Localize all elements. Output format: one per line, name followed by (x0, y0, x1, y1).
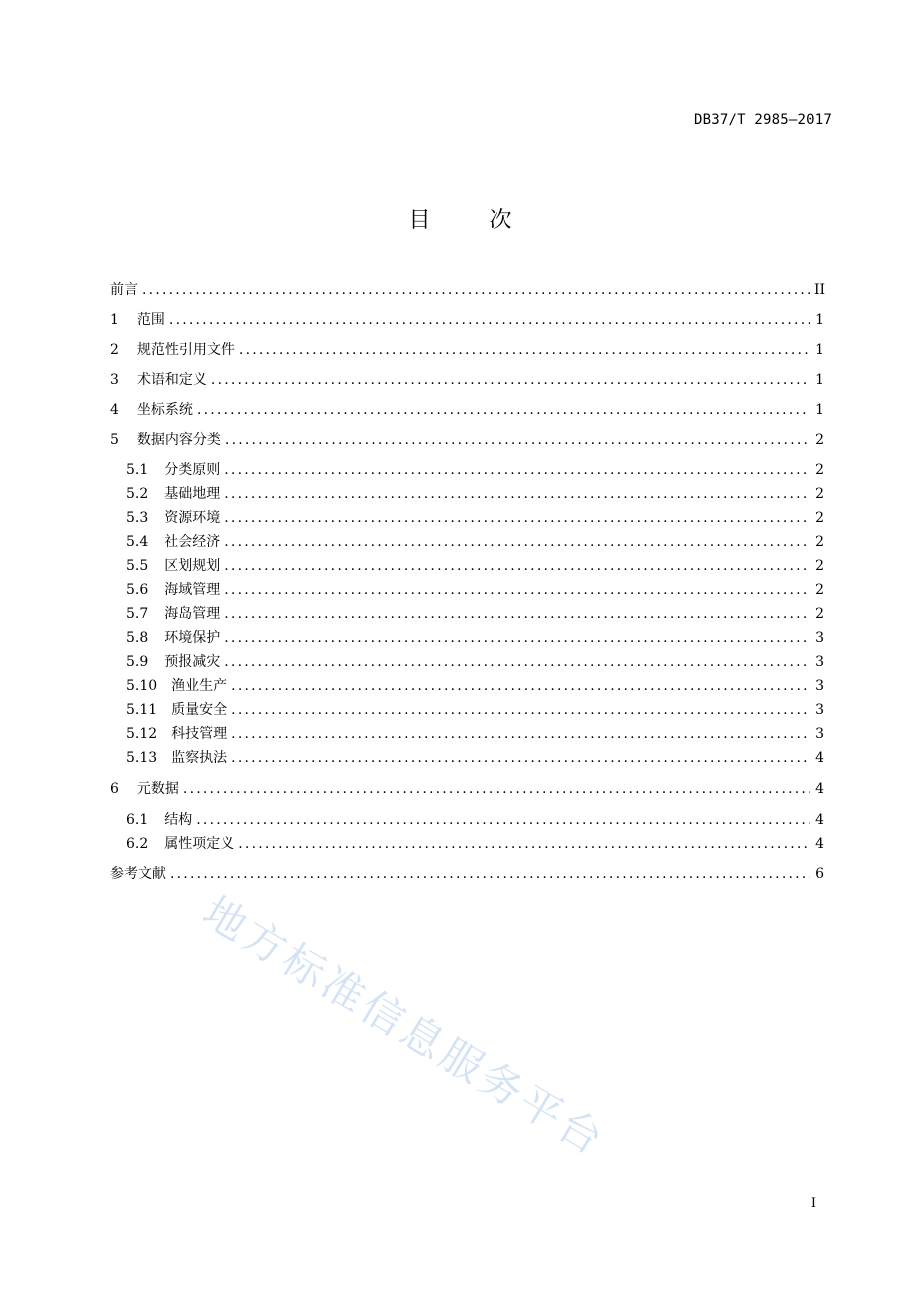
toc-entry-number: 6.2 (126, 836, 149, 852)
toc-entry-number: 5.11 (126, 702, 158, 718)
toc-entry-page: 2 (815, 534, 824, 550)
toc-entry[interactable] (126, 834, 824, 854)
toc-entry-label: 社会经济 (164, 534, 221, 550)
toc-entry-number: 6 (110, 781, 119, 797)
toc-entry-label: 基础地理 (164, 486, 221, 502)
toc-leader-dots (238, 834, 810, 854)
toc-entry[interactable] (110, 370, 824, 390)
toc-entry-label: 分类原则 (164, 462, 221, 478)
toc-entry-label: 海域管理 (164, 582, 221, 598)
toc-entry-page: 4 (815, 750, 824, 766)
toc-entry[interactable] (126, 532, 824, 552)
toc-entry-label: 参考文献 (110, 866, 166, 882)
toc-leader-dots (170, 864, 810, 884)
toc-entry-number: 5.2 (126, 486, 149, 502)
toc-entry-number: 5.7 (126, 606, 149, 622)
toc-entry-number: 5.13 (126, 750, 158, 766)
toc-leader-dots (211, 370, 810, 390)
toc-entry-page: 3 (815, 702, 824, 718)
toc-entry-page: 1 (815, 342, 824, 358)
toc-leader-dots (183, 779, 810, 799)
toc-entry-label: 资源环境 (164, 510, 221, 526)
toc-entry-page: II (814, 282, 826, 298)
toc-leader-dots (224, 484, 810, 504)
toc-entry-label: 属性项定义 (164, 836, 235, 852)
toc-entry[interactable] (110, 400, 824, 420)
toc-entry-number: 5.8 (126, 630, 149, 646)
toc-entry-label: 海岛管理 (164, 606, 221, 622)
toc-leader-dots (224, 604, 810, 624)
toc-leader-dots (231, 700, 810, 720)
toc-entry[interactable] (126, 556, 824, 576)
toc-entry-number: 4 (110, 402, 119, 418)
toc-entry-page: 2 (815, 486, 824, 502)
toc-entry[interactable] (110, 310, 824, 330)
toc-entry-page: 1 (815, 372, 824, 388)
toc-entry-page: 2 (815, 462, 824, 478)
toc-leader-dots (224, 652, 810, 672)
toc-entry-label: 前言 (110, 282, 138, 298)
toc-entry-page: 3 (815, 678, 824, 694)
toc-entry-number: 5.10 (126, 678, 158, 694)
toc-leader-dots (224, 508, 810, 528)
toc-entry[interactable] (126, 628, 824, 648)
toc-entry-label: 环境保护 (164, 630, 221, 646)
toc-entry-page: 4 (815, 836, 824, 852)
toc-entry-label: 监察执法 (171, 750, 228, 766)
toc-entry[interactable] (126, 652, 824, 672)
toc-entry-page: 4 (815, 812, 824, 828)
toc-leader-dots (196, 810, 810, 830)
toc-entry-label: 区划规划 (164, 558, 221, 574)
toc-entry-page: 4 (815, 781, 824, 797)
toc-entry[interactable] (126, 810, 824, 830)
page-number: I (810, 1196, 816, 1211)
toc-entry-page: 6 (815, 866, 824, 882)
toc-entry-number: 5.4 (126, 534, 149, 550)
toc-entry[interactable] (110, 430, 824, 450)
document-code: DB37/T 2985—2017 (693, 112, 832, 128)
toc-entry-number: 1 (110, 312, 119, 328)
toc-entry[interactable] (126, 580, 824, 600)
toc-entry-label: 质量安全 (171, 702, 228, 718)
toc-entry-label: 预报减灾 (164, 654, 221, 670)
toc-entry-number: 5.5 (126, 558, 149, 574)
toc-entry-number: 6.1 (126, 812, 149, 828)
toc-entry[interactable] (110, 779, 824, 799)
toc-entry-number: 5.3 (126, 510, 149, 526)
toc-leader-dots (231, 748, 810, 768)
toc-entry-number: 5.1 (126, 462, 149, 478)
toc-entry-page: 2 (815, 432, 824, 448)
toc-entry-page: 1 (815, 312, 824, 328)
toc-entry-page: 2 (815, 582, 824, 598)
toc-entry-number: 2 (110, 342, 119, 358)
toc-leader-dots (225, 430, 810, 450)
toc-title: 目 次 (408, 208, 538, 233)
toc-entry[interactable] (110, 340, 824, 360)
toc-entry-label: 数据内容分类 (136, 432, 221, 448)
toc-entry[interactable] (126, 508, 824, 528)
toc-entry-label: 术语和定义 (136, 372, 207, 388)
toc-entry[interactable] (126, 460, 824, 480)
toc-entry-label: 坐标系统 (136, 402, 193, 418)
watermark: 地方标准信息服务平台 (194, 886, 615, 1166)
toc-entry-page: 2 (815, 558, 824, 574)
toc-entry[interactable] (110, 864, 824, 884)
toc-leader-dots (224, 532, 810, 552)
toc-leader-dots (239, 340, 810, 360)
toc-entry[interactable] (126, 676, 824, 696)
toc-leader-dots (169, 310, 810, 330)
toc-entry-label: 科技管理 (171, 726, 228, 742)
toc-leader-dots (224, 580, 810, 600)
toc-entry-page: 2 (815, 606, 824, 622)
toc-leader-dots (231, 676, 810, 696)
toc-entry-page: 2 (815, 510, 824, 526)
toc-entry[interactable] (110, 280, 824, 300)
toc-entry[interactable] (126, 604, 824, 624)
toc-entry[interactable] (126, 484, 824, 504)
toc-entry-label: 渔业生产 (171, 678, 228, 694)
toc-entry-label: 规范性引用文件 (136, 342, 235, 358)
toc-entry-page: 1 (815, 402, 824, 418)
toc-entry-number: 3 (110, 372, 119, 388)
toc-entry-number: 5 (110, 432, 119, 448)
toc-entry-label: 范围 (136, 312, 165, 328)
toc-entry-page: 3 (815, 630, 824, 646)
toc-entry[interactable] (126, 700, 824, 720)
toc-leader-dots (197, 400, 810, 420)
toc-entry[interactable] (126, 748, 824, 768)
toc-entry-page: 3 (815, 726, 824, 742)
toc-entry-page: 3 (815, 654, 824, 670)
toc-leader-dots (224, 460, 810, 480)
toc-entry-label: 元数据 (136, 781, 179, 797)
toc-entry-label: 结构 (164, 812, 193, 828)
toc-entry-number: 5.9 (126, 654, 149, 670)
toc-leader-dots (224, 556, 810, 576)
toc-leader-dots (142, 280, 810, 300)
toc-entry-number: 5.12 (126, 726, 158, 742)
toc-leader-dots (231, 724, 810, 744)
toc-entry[interactable] (126, 724, 824, 744)
toc-entry-number: 5.6 (126, 582, 149, 598)
toc-leader-dots (224, 628, 810, 648)
